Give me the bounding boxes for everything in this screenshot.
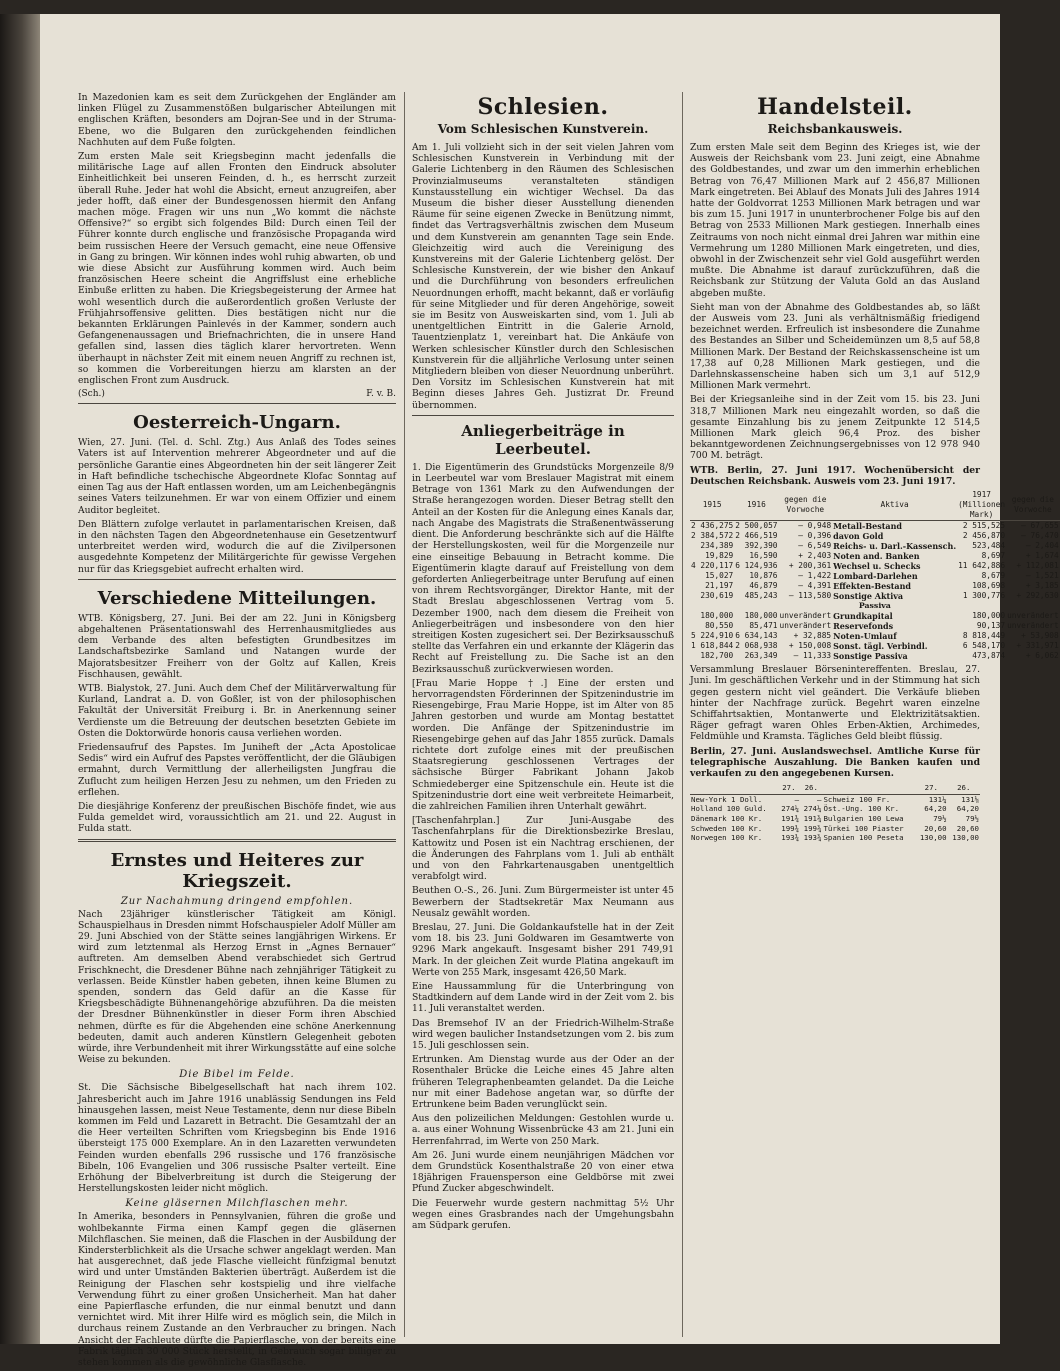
table-cell: 193¾ (781, 833, 800, 843)
paragraph: WTB. Bialystok, 27. Juni. Auch dem Chef der Militärverwaltung für Kurland, Landrat a. D. von Goßler, ist von der philosophischen Fakultät der Universität Freiburg i. Br. in Anerkennung seiner Verdienste um die Betreuung der deutschen besetzten Gebiete im Osten die Doktorwürde honoris causa verliehen worden. (78, 682, 396, 739)
table-cell: 263,349 (744, 651, 778, 661)
table-cell: 8 818,449 (962, 631, 1006, 641)
table-cell: 193¾ (803, 833, 822, 843)
table-cell: 16,590 (749, 551, 778, 561)
paragraph: Die diesjährige Konferenz der preußischen Bischöfe findet, wie aus Fulda gemeldet wird, voraussichtlich am 21. und 22. August in Fulda statt. (78, 800, 396, 835)
table-cell: 274¼ (803, 804, 822, 814)
table-cell: 11 642,886 (958, 561, 1006, 571)
section-rule (78, 579, 396, 580)
table-row (690, 833, 980, 843)
table-cell: Sonstige Passiva (833, 651, 908, 662)
ernstes-heading: Ernstes und Heiteres zur Kriegszeit. (110, 849, 364, 892)
hoppe-article (412, 678, 674, 812)
table-cell: Sonstige Aktiva (833, 591, 904, 602)
paragraph: Eine Haussammlung für die Unterbringung von Stadtkindern auf dem Lande wird in der Zeit vom 2. bis 11. Juli veranstaltet werden. (412, 981, 674, 1015)
table-cell: 46,879 (749, 581, 778, 591)
table-cell: 20,60 (924, 823, 947, 833)
table-cell: 199¾ (803, 823, 822, 833)
paragraph: Aus den polizeilichen Meldungen: Gestohlen wurde u. a. aus einer Wohnung Wissenbrücke 43 am 21. Juni ein Herrenfahrrad, im Werte von 250 Mark. (412, 1113, 674, 1147)
table-cell: + 292,630 (1016, 591, 1059, 601)
table-cell: + 53,908 (1021, 631, 1059, 641)
table-row (690, 611, 1060, 621)
schlesien-heading: Schlesien. (477, 94, 609, 120)
table-cell: 64,20 (924, 804, 947, 814)
table-cell: 108,698 (972, 581, 1006, 591)
table-row (690, 551, 1060, 561)
table-row (690, 651, 1060, 661)
table-cell: Holland 100 Guld. (691, 804, 767, 814)
table-row (690, 814, 980, 824)
table-cell (690, 782, 778, 794)
paragraph: Zum ersten Male seit Kriegsbeginn macht jedenfalls die militärische Lage auf allen Fronten den Eindruck absoluter Einheitlichkeit bei unseren Feinden, d. h., es herrscht zurzeit überall Ruhe. Jeder hat wohl die Absicht, erneut anzugreifen, aber jeder hofft, daß einer der Bundesgenossen hiermit den Anfang machen möge. Fragen wir uns nun „Wo kommt die nächste Offensive?“ so ergibt sich folgendes Bild: Durch einen Teil der Führer konnte durch englische und französische Propaganda wird beim russischen Heere der Versuch gemacht, eine neue Offensive in Gang zu bringen. Wir können indes wohl ruhig abwarten, ob und wie diese Absicht zur Ausführung kommen wird. Auch beim französischen Heere scheint die Angriffslust eine erhebliche Einbuße erlitten zu haben. Die Kriegsbegeisterung der Armee hat wohl wesentlich durch die außerordentlich großen Verluste der Frühjahrsoffensive gelitten. Dies bestätigen nicht nur die bekannten Erklärungen Painlevés in der Kammer, sondern auch Gefangenenaussagen und Briefnachrichten, die in unsere Hand gefallen sind, lassen dies täglich klarer hervortreten. Wenn überhaupt in nächster Zeit mit einem neuen Angriff zu rechnen ist, so kommen die Vorbereitungen hierzu am klarsten an der englischen Front zum Ausdruck. (78, 151, 396, 387)
column-left (78, 92, 396, 1371)
table-cell: Schweiz 100 Fr. (823, 794, 891, 804)
paragraph: Zum ersten Male seit dem Beginn des Krieges ist, wie der Ausweis der Reichsbank vom 23. Juni zeigt, eine Abnahme des Goldbestandes, und zwar um den immerhin erheblichen Betrag von 76,47 Millionen Mark auf 2 456,87 Millionen Mark eingetreten. Bei Ablauf des Monats Juli des Jahres 1914 hatte der Goldvorrat 1253 Millionen Mark betragen und war bis zum 15. Juni 1917 in ununterbrochener Folge bis auf den Betrag von 2533 Millionen Mark gestiegen. Innerhalb eines Zeitraums von noch nicht einmal drei Jahren war mithin eine Vermehrung um 1280 Millionen Mark eingetreten, und dies, obwohl in der Zwischenzeit sehr viel Gold ausgeführt werden mußte. Die Abnahme ist darauf zurückzuführen, daß die Reichsbank zur Stützung der Valuta Gold an das Ausland abgeben mußte. (690, 142, 980, 299)
table-row (690, 631, 1060, 641)
table-cell: 2 384,572 (691, 531, 734, 541)
paragraph: St. Die Sächsische Bibelgesellschaft hat nach ihrem 102. Jahresbericht auch im Jahre 1916 unablässig Sendungen ins Feld hinausgehen lassen, meist Neue Testamente, denn nur diese Bibeln kommen im Feld und Lazarett in Betracht. Die Gesamtzahl der an die Heer verteilten Schriften vom Kriegsbeginn bis Ende 1916 übersteigt 175 000 Exemplare. An in den Lazaretten verwundeten Feinden wurden ebenfalls 296 russische und 176 französische Bibeln, 106 Evangelien und 306 russische Psalter verteilt. Eine Erhöhung der Bibelverbreitung ist durch die Steigerung der Herstellungskosten leider nicht möglich. (78, 1082, 396, 1195)
table-cell: 2 456,870 (962, 531, 1006, 541)
table-cell: 64,20 (956, 804, 979, 814)
table-cell: 27. (915, 782, 947, 794)
paragraph: Breslau, 27. Juni. Die Goldankaufstelle hat in der Zeit vom 18. bis 23. Juni Goldwaren im Gesamtwerte von 9296 Mark angekauft. Insgesamt bisher 291 749,91 Mark. In der gleichen Zeit wurde Platina angekauft im Werte von 255 Mark, insgesamt 426,50 Mark. (412, 922, 674, 978)
table-cell: — 6,549 (798, 541, 832, 551)
table-cell: 234,389 (700, 541, 734, 551)
kunstverein-heading: Vom Schlesischen Kunstverein. (437, 122, 649, 136)
table-row (690, 794, 980, 804)
table-cell: 1 300,776 (962, 591, 1006, 601)
table-cell: Passiva (858, 601, 891, 611)
table-cell: + 331,971 (1016, 641, 1059, 651)
table-cell: 131¼ (928, 794, 947, 804)
table-cell: + 32,885 (793, 631, 832, 641)
table-cell: Aktiva (832, 490, 957, 521)
paragraph: In Mazedonien kam es seit dem Zurückgehen der Engländer am linken Flügel zu Zusammenstößen bulgarischer Abteilungen mit englischen Kräften, besonders am Dojran-See und in der Struma-Ebene, wo die Bulgaren den zurückgehenden feindlichen Nachhuten auf dem Fuße folgten. (78, 92, 396, 148)
table-cell: — 1,521 (1025, 571, 1059, 581)
table-cell: 2 515,525 (962, 521, 1006, 531)
intro-signature (78, 389, 396, 399)
table-cell: 392,390 (744, 541, 778, 551)
paragraph: WTB. Königsberg, 27. Juni. Bei der am 22. Juni in Königsberg abgehaltenen Präsentationswahl des Herrenhausmitgliedes aus dem Verbande des alten befestigten Grundbesitzes im Landschaftsbezirke Samland und Natangen wurde der Majoratsbesitzer Freiherr von der Goltz auf Kallen, Kreis Fischhausen, gewählt. (78, 612, 396, 680)
reichsbank-article (690, 142, 980, 462)
column-right (690, 92, 1059, 846)
table-row (690, 824, 980, 834)
table-cell: 180,000 (972, 611, 1006, 621)
glas-article (78, 1211, 396, 1368)
table-row (690, 601, 1060, 611)
paragraph: Friedensaufruf des Papstes. Im Juniheft der „Acta Apostolicae Sedis“ wird ein Aufruf des Papstes veröffentlicht, der die Gläubigen ermahnt, durch Vermittlung der allerheiligsten Jungfrau die Zuflucht zum heiligen Herzen Jesu zu nehmen, um den Frieden zu erflehen. (78, 741, 396, 798)
paragraph: Sieht man von der Abnahme des Goldbestandes ab, so läßt der Ausweis vom 23. Juni als verhältnismäßig friedigend bezeichnet werden. Erfreulich ist insbesondere die Zunahme des Bestandes an Silber und Scheidemünzen um 8,5 auf 58,8 Millionen Mark. Der Bestand der Reichskassenscheine ist um 17,38 auf 0,28 Millionen Mark gestiegen, und die Darlehnskassenscheine haben sich um 3,1 auf 512,9 Millionen Mark vermehrt. (690, 301, 980, 392)
paragraph: Bei der Kriegsanleihe sind in der Zeit vom 15. bis 23. Juni 318,7 Millionen Mark neu eingezahlt worden, so daß die gesamte Einzahlung bis zu jenem Zeitpunkte 12 514,5 Millionen Mark gleich 96,4 Proz. des bisher bekanntgewordenen Zeichnungsergebnisses von 12 978 940 700 M. beträgt. (690, 394, 980, 462)
table-cell: 15,027 (705, 571, 734, 581)
table-cell: 10,876 (749, 571, 778, 581)
table-cell: 191¾ (803, 813, 822, 823)
nachahmung-article (78, 909, 396, 1066)
table-row (690, 581, 1060, 591)
paragraph: Die Feuerwehr wurde gestern nachmittag 5½ Uhr wegen eines Grasbrandes nach der Umgehungsbahn am Südpark gerufen. (412, 1197, 674, 1232)
table-cell: 199¾ (781, 823, 800, 833)
anlieger-heading: Anliegerbeiträge in Leerbeutel. (461, 421, 625, 458)
paragraph: Am 1. Juli vollzieht sich in der seit vielen Jahren vom Schlesischen Kunstverein in Verbindung mit der Galerie Lichtenberg in den Räumen des Schlesischen Provinzialmuseums veranstalteten ständigen Kunstausstellung ein wichtiger Wechsel. Da das Museum die bisher dieser Ausstellung dienenden Räume für seine eigenen Zwecke in Benützung nimmt, findet das Vertragsverhältnis zwischen dem Museum und dem Kunstverein am genannten Tage sein Ende. Gleichzeitig wird auch die Vereinigung des Kunstvereins mit der Galerie Lichtenberg gelöst. Der Schlesische Kunstverein, der wie bisher den Ankauf und die Durchführung von besonders erfreulichen Neuordnungen erhofft, macht bekannt, daß er vorläufig für seine Mitglieder und für deren Angehörige, soweit sie im Besitz von Ausweiskarten sind, vom 1. Juli ab unentgeltlichen Eintritt in die Galerie Arnold, Tauentzienplatz 1, vereinbart hat. Die Ankäufe von Werken schlesischer Künstler durch den Schlesischen Kunstverein für die alljährliche Verlosung unter seinen Mitgliedern bleiben von dieser Neuordnung unberührt. Den Vorsitz im Schlesischen Kunstverein hat mit Beginn dieses Jahres Geh. Justizrat Dr. Freund übernommen. (412, 142, 674, 411)
table-cell: Norwegen 100 Kr. (691, 833, 763, 843)
table-cell: 191¾ (781, 813, 800, 823)
table-cell: Öst.-Ung. 100 Kr. (823, 804, 900, 814)
paragraph: Ertrunken. Am Dienstag wurde aus der Oder an der Rosenthaler Brücke die Leiche eines 45 Jahre alten früheren Telegraphenbeamten gelandet. Da die Leiche nur mit einer Badehose angetan war, so dürfte der Ertrunkene beim Baden verunglückt sein. (412, 1054, 674, 1111)
table-cell: 6 124,936 (735, 561, 778, 571)
nachahmung-heading: Zur Nachahmung dringend empfohlen. (120, 895, 354, 907)
table-row (690, 591, 1060, 601)
oesterreich-heading: Oesterreich-Ungarn. (133, 412, 341, 434)
table-cell: — 2,404 (1025, 541, 1059, 551)
table-cell: Schweden 100 Kr. (691, 823, 763, 833)
table-cell: Bulgarien 100 Lewa (823, 813, 904, 823)
table-cell: — 67,655 (1021, 521, 1059, 531)
table-cell: 20,60 (956, 823, 979, 833)
handelsteil-heading: Handelsteil. (757, 94, 913, 120)
ausweis-heading: WTB. Berlin, 27. Juni 1917. Wochenübersicht der Deutschen Reichsbank. Ausweis vom 23. Juni 1917. (690, 464, 980, 487)
paragraph: Das Bremsehof IV an der Friedrich-Wilhelm-Straße wird wegen baulicher Instandsetzungen vom 2. bis zum 15. Juli geschlossen sein. (412, 1017, 674, 1052)
table-cell: 5 224,910 (691, 631, 734, 641)
intro-sig-left: (Sch.) (78, 389, 105, 400)
section-rule (78, 403, 396, 404)
paragraph: Am 26. Juni wurde einem neunjährigen Mädchen vor dem Grundstück Kosenthalstraße 20 von einer etwa 18jährigen Frauensperson eine Geldbörse mit zwei Pfund Zucker abgeschwindelt. (412, 1149, 674, 1195)
reichsbank-table-header (690, 490, 1060, 521)
paragraph: [Taschenfahrplan.] Zur Juni-Ausgabe des Taschenfahrplans für die Direktionsbezirke Breslau, Kattowitz und Posen ist ein Nachtrag erschienen, der die Änderungen des Fahrplans vom 1. Juli ab enthält und von den Fahrkartenausgaben unentgeltlich verabfolgt wird. (412, 815, 674, 883)
table-cell: 8,679 (981, 571, 1006, 581)
table-cell: 6 548,170 (962, 641, 1006, 651)
table-cell: Dänemark 100 Kr. (691, 813, 763, 823)
table-cell: 21,197 (705, 581, 734, 591)
table-cell: Noten and. Banken (833, 551, 920, 562)
table-row (690, 541, 1060, 551)
table-cell: 6 634,143 (735, 631, 778, 641)
table-cell: 2 500,057 (735, 521, 778, 531)
table-cell: Effekten-Bestand (833, 581, 912, 592)
breslau-article (412, 922, 674, 1231)
taschenfahrplan-article (412, 815, 674, 882)
table-cell: 90,137 (976, 621, 1006, 631)
table-cell: 182,700 (700, 651, 734, 661)
beuthen-article (412, 885, 674, 919)
table-cell: 130,00 (919, 833, 947, 843)
bibel-article (78, 1082, 396, 1194)
table-cell: 4 220,117 (691, 561, 734, 571)
paragraph: In Amerika, besonders in Pennsylvanien, führen die große und wohlbekannte Firma einen Kampf gegen die gläsernen Milchflaschen. Sie meinen, daß die Flaschen in der Ausbildung der Kindersterblichkeit als die Ursache schwer angeklagt werden. Man hat ausgerechnet, daß jede Flasche vielleicht fünfzigmal benutzt wird und unter Umständen Bakterien überträgt. Außerdem ist die Reinigung der Flaschen sehr kostspielig und ihre vielfache Verwendung führt zu einer großen Unsicherheit. Man hat daher eine Papierflasche erfunden, die nur einmal benutzt und dann vernichtet wird. Mit ihrer Hilfe wird es möglich sein, die Milch in durchaus reinem Zustande an den Verbraucher zu bringen. Nach Ansicht der Fachleute dürfte die Papierflasche, von der bereits eine Fabrik täglich 30 000 Stück herstellt, in Gebrauch sogar billiger zu stehen kommen als die gewöhnliche Glasflasche. (78, 1211, 396, 1369)
table-cell: — 0,948 (798, 521, 832, 531)
paragraph: 1. Die Eigentümerin des Grundstücks Morgenzeile 8/9 in Leerbeutel war vom Breslauer Magistrat mit einem Betrage von 1361 Mark zu den Aufwendungen der Straße herangezogen worden. Dieser Betrag stellt den Anteil an der Kosten für die Anlegung eines Kanals dar, nach Angabe des Magistrats die Straßenentwässerung dient. Die Anforderung beschränkte sich auf die Hälfte der Herstellungskosten, weil für die Morgenzeile nur eine einseitige Bebauung in Betracht komme. Die Eigentümerin klagte darauf auf Freistellung von dem geforderten Anliegerbeitrage unter Berufung auf einen von ihrem Rechtsvorgänger, Direktor Hante, mit der Stadt Breslau abgeschlossenen Vertrag vom 5. Dezember 1900, nach dem diesem die Freiheit von Anliegerbeiträgen und insbesondere von den hier streitigen Kosten zugesichert sei. Der Bezirksausschuß stellte das Verfahren ein und erkannte der Klägerin das Recht auf Freistellung zu. Die Sache ist an den Bezirksausschuß zurückverwiesen worden. (412, 461, 674, 675)
table-cell: Lombard-Darlehen (833, 571, 918, 582)
reichsbank-heading: Reichsbankausweis. (767, 122, 903, 136)
paragraph: Den Blättern zufolge verlautet in parlamentarischen Kreisen, daß in den nächsten Tagen den Abgeordnetenhause ein Gesetzentwurf unterbreitet werden wird, wodurch die auf die Zivilpersonen ausgedehnte Kompetenz der Militärgerichte für gewisse Vergehen nur für das Kriegsgebiet aufrecht erhalten wird. (78, 518, 396, 575)
table-cell: unverändert (1007, 611, 1059, 621)
table-cell: 1 618,844 (691, 641, 734, 651)
table-cell: + 6,062 (1025, 651, 1059, 661)
section-rule (78, 839, 396, 842)
devisen-table (690, 782, 980, 843)
column-divider (682, 92, 683, 1337)
devisen-heading: Berlin, 27. Juni. Auslandswechsel. Amtliche Kurse für telegraphische Auszahlung. Die Banken kaufen und verkaufen zu den angegebenen Kursen. (690, 745, 980, 779)
paragraph: [Frau Marie Hoppe †.] Eine der ersten und hervorragendsten Förderinnen der Spitzenindustrie im Riesengebirge, Frau Marie Hoppe, ist im Alter von 85 Jahren gestorben und wurde am Montag bestattet worden. Die Anfänge der Spitzenindustrie im Riesengebirge gehen auf das Jahr 1855 zurück. Damals richtete dort zufolge eines mit der preußischen Staatsregierung geschlossenen Vertrages der sächsische Bürger Fabrikant Johann Jakob Schmiedeberger eine Spitzenschule ein. Heute ist die Spitzenindustrie dort eine weit verbreitete Heimarbeit, die zahlreichen Familien ihren Unterhalt gewährt. (412, 677, 674, 812)
table-cell: 1917 (Millionen Mark) (958, 490, 1006, 520)
table-cell: 230,619 (700, 591, 734, 601)
table-cell: + 3,185 (1025, 581, 1059, 591)
table-cell: 2 436,275 (691, 521, 734, 531)
table-cell: 1916 (734, 490, 778, 521)
table-cell (822, 782, 915, 794)
reichsbank-table (690, 490, 1060, 661)
table-cell: Wechsel u. Schecks (833, 561, 921, 572)
table-cell: + 112,081 (1016, 561, 1059, 571)
table-cell: — 0,396 (798, 531, 832, 541)
paragraph: Beuthen O.-S., 26. Juni. Zum Bürgermeister ist unter 45 Bewerbern der Stadtsekretär Max Neumann aus Neusalz gewählt worden. (412, 885, 674, 919)
table-cell: 473,874 (972, 651, 1006, 661)
table-cell: 80,550 (705, 621, 734, 631)
table-cell: + 2,403 (798, 551, 832, 561)
table-cell: 523,484 (972, 541, 1006, 551)
table-cell: 19,829 (705, 551, 734, 561)
table-cell: Reservefonds (833, 621, 894, 632)
table-cell: 180,000 (744, 611, 778, 621)
column-divider (404, 92, 405, 1337)
verschiedene-heading: Verschiedene Mitteilungen. (97, 587, 377, 609)
table-cell: 274¼ (781, 804, 800, 814)
table-cell: Metall-Bestand (833, 521, 903, 532)
table-cell: Türkei 100 Piaster (823, 823, 904, 833)
table-cell: + 1,674 (1025, 551, 1059, 561)
table-row (690, 641, 1060, 651)
devisen-table-header (690, 782, 980, 794)
table-row (690, 521, 1060, 532)
table-cell: Grundkapital (833, 611, 893, 622)
paragraph: Wien, 27. Juni. (Tel. d. Schl. Ztg.) Aus Anlaß des Todes seines Vaters ist auf Intervention mehrerer Abgeordneter und auf die persönliche Garantie eines Abgeordneten hin der seit längerer Zeit in Haft befindliche tschechische Abgeordnete Klofac Sonntag auf einen Tag aus der Haft entlassen worden, um am Leichenbegängnis seines Vaters teilzunehmen. Er war von einem Offizier und einem Auditor begleitet. (78, 437, 396, 516)
table-cell: 1915 (690, 490, 734, 521)
table-cell: 131⅛ (961, 794, 979, 804)
table-cell: unverändert (1007, 621, 1059, 631)
table-row (690, 804, 980, 814)
table-cell: 8,697 (981, 551, 1006, 561)
table-cell: — (794, 794, 800, 804)
table-cell: 79½ (965, 813, 979, 823)
table-cell: 26. (800, 782, 822, 794)
anlieger-article (412, 462, 674, 675)
paragraph: Nach 23jähriger künstlerischer Tätigkeit am Königl. Schauspielhaus in Dresden nimmt Hofschauspieler Adolf Müller am 29. Juni Abschied von der Stätte seines langjährigen Wirkens. Er wird zum letztenmal als Herzog Ernst in „Agnes Bernauer“ auftreten. Am demselben Abend verabschiedet sich Gertrud Frischknecht, die Dresdener Bühne nach zehnjähriger Tätigkeit zu verlassen. Beide Künstler haben gebeten, ihnen keine Blumen zu spenden, sondern das Geld dafür an die Kasse für Kriegsbeschädigte Bühnenangehörige abzuführen. Da die meisten der Dresdner Bühnenkünstler in dieser Form ihren Abschied nehmen, dürfte es für die Abgehenden eine schöne Anerkennung bedeuten, damit auch anderen Künstlern Gelegenheit geboten würde, ihre Verbundenheit mit ihrer Wirkungsstätte auf eine solche Weise zu bekunden. (78, 908, 396, 1066)
table-row (690, 621, 1060, 631)
table-cell: — 11,333 (793, 651, 832, 661)
table-row (690, 561, 1060, 571)
table-cell: 85,471 (749, 621, 778, 631)
table-cell: gegen die Vorwoche (779, 490, 833, 521)
table-cell: Sonst. tägl. Verbindl. (833, 641, 928, 652)
paragraph: Versammlung Breslauer Börsenintereffenten. Breslau, 27. Juni. Im geschäftlichen Verkehr und in der Stimmung hat sich gegen gestern nicht viel geändert. Die Verkäufe blieben hinter der Nachfrage zurück. Begehrt waren einzelne Schiffahrtsaktien, Montanwerte und Elektrizitätsaktien. Räger gefragt waren Ohles Erben-Aktien, Archimedes, Feldmühle und Kramsta. Tägliches Geld bleibt flüssig. (690, 664, 980, 743)
table-cell: + 200,361 (788, 561, 832, 571)
table-cell: — (816, 794, 822, 804)
table-cell: Spanien 100 Peseta (823, 833, 904, 843)
table-cell: Noten-Umlauf (833, 631, 897, 642)
table-cell: 79½ (933, 813, 947, 823)
table-cell: 130,00 (952, 833, 979, 843)
table-cell: unverändert (779, 621, 832, 631)
kunstverein-article (412, 142, 674, 411)
table-cell: — 113,580 (788, 591, 832, 601)
table-cell: gegen die Vorwoche (1006, 490, 1060, 521)
glas-heading: Keine gläsernen Milchflaschen mehr. (125, 1198, 349, 1210)
table-cell: 180,000 (700, 611, 734, 621)
table-cell: davon Gold (833, 531, 884, 542)
versammlung-article (690, 664, 980, 742)
table-cell: — 1,422 (798, 571, 832, 581)
table-cell: New-York 1 Doll. (691, 794, 763, 804)
table-cell: — 76,470 (1021, 531, 1059, 541)
intro-article (78, 92, 396, 386)
verschiedene-article (78, 613, 396, 835)
section-rule (412, 415, 674, 416)
intro-sig-right: F. v. B. (366, 389, 396, 400)
book-binding-edge (0, 14, 40, 1344)
table-row (690, 571, 1060, 581)
table-cell: Reichs- u. Darl.-Kassensch. (833, 541, 957, 552)
table-cell: 2 466,519 (735, 531, 778, 541)
table-cell: + 150,008 (788, 641, 832, 651)
table-row (690, 531, 1060, 541)
table-cell: 485,243 (744, 591, 778, 601)
table-cell: 26. (948, 782, 980, 794)
oesterreich-article (78, 437, 396, 574)
bibel-heading: Die Bibel im Felde. (179, 1069, 295, 1081)
column-middle (412, 92, 674, 1234)
table-cell: 2 068,938 (735, 641, 778, 651)
table-cell: — 4,391 (798, 581, 832, 591)
table-cell: unverändert (779, 611, 832, 621)
table-cell: 27. (778, 782, 800, 794)
